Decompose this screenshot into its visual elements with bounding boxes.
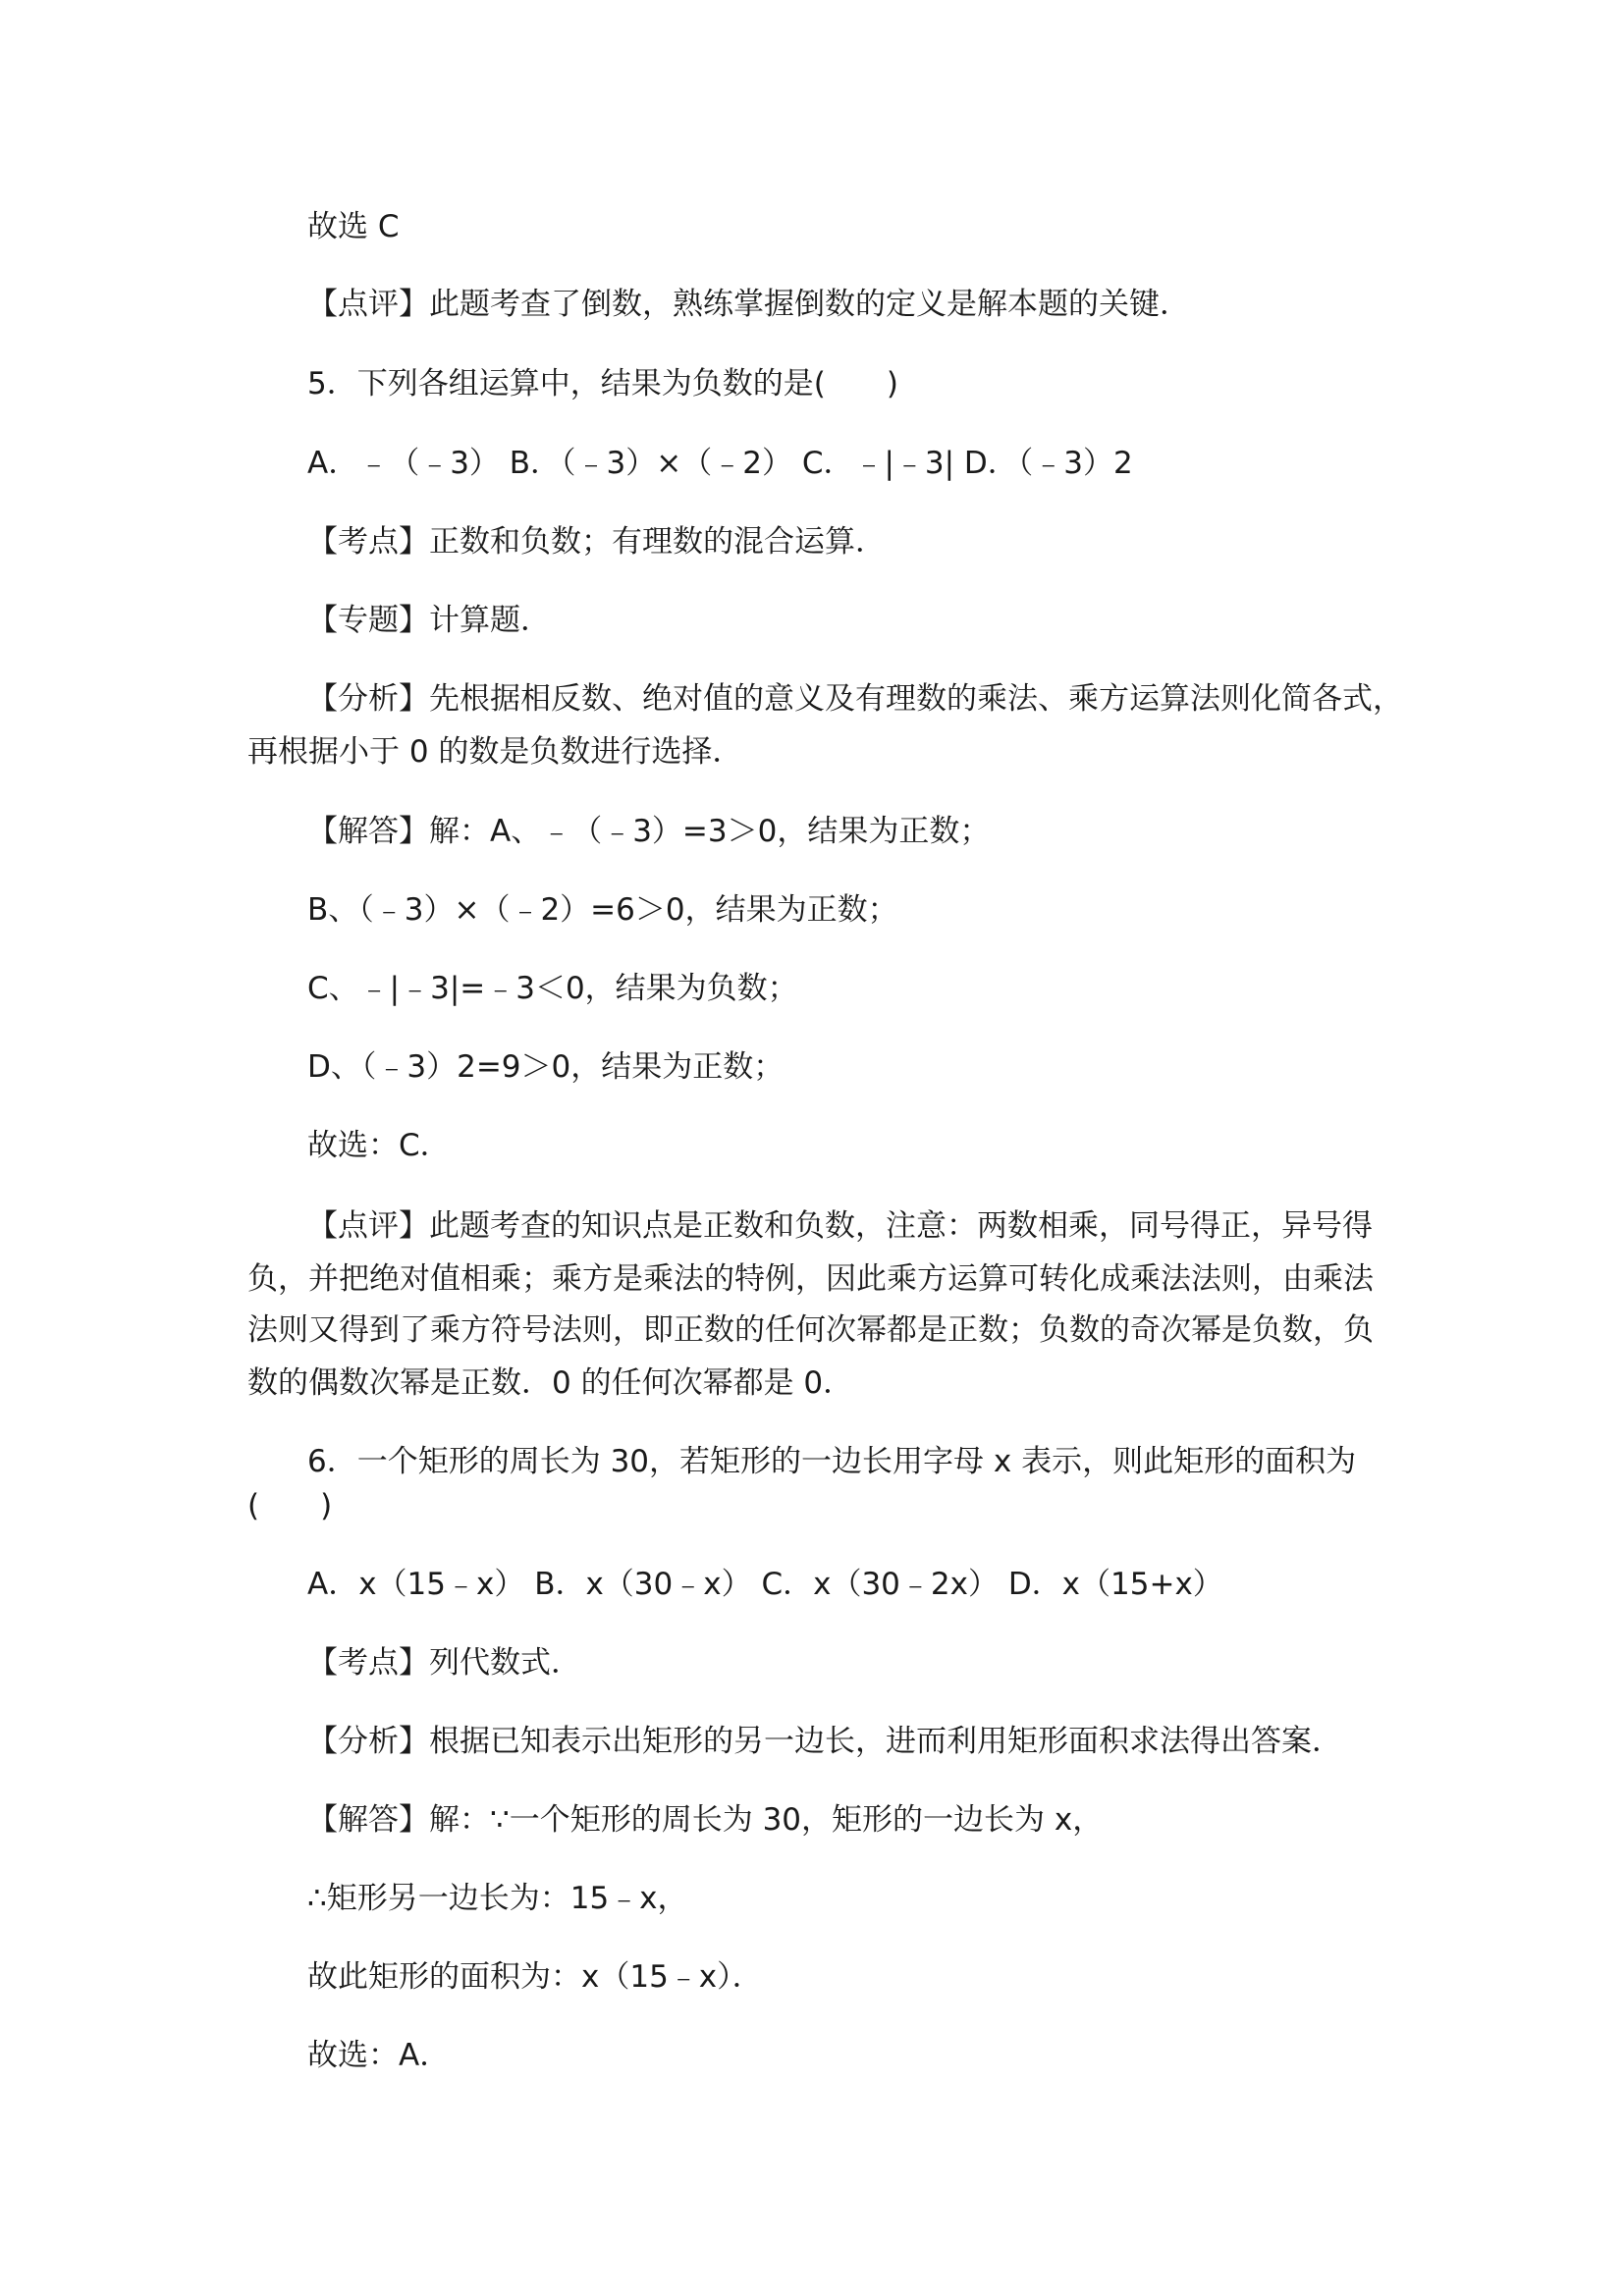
- q5-comment-cont-1: 负，并把绝对值相乘；乘方是乘法的特例，因此乘方运算可转化成乘法法则，由乘法: [247, 1261, 1374, 1297]
- q6-solution-3: 故此矩形的面积为：x（15﹣x）．: [307, 1959, 763, 1995]
- q5-solution: 【解答】解：A、﹣（﹣3）=3＞0，结果为正数；: [307, 814, 991, 849]
- q4-answer: 故选 C: [307, 209, 400, 244]
- q5-topic: 【专题】计算题．: [307, 603, 551, 638]
- q6-answer: 故选：A．: [307, 2038, 451, 2073]
- q6-options: A．x（15﹣x） B．x（30﹣x） C．x（30﹣2x） D．x（15+x）: [307, 1567, 1223, 1602]
- q5-comment-cont-2: 法则又得到了乘方符号法则，即正数的任何次幂都是正数；负数的奇次幂是负数，负: [247, 1312, 1374, 1348]
- q5-comment-cont-3: 数的偶数次幂是正数．0 的任何次幂都是 0．: [247, 1365, 854, 1401]
- q5-options: A．﹣（﹣3） B．（﹣3）×（﹣2） C．﹣|﹣3| D．（﹣3）2: [307, 446, 1133, 481]
- q5-answer: 故选：C．: [307, 1128, 451, 1163]
- q6-knowledge-point: 【考点】列代数式．: [307, 1645, 581, 1681]
- q5-knowledge-point: 【考点】正数和负数；有理数的混合运算．: [307, 524, 886, 560]
- q6-question: 6．一个矩形的周长为 30，若矩形的一边长用字母 x 表示，则此矩形的面积为: [307, 1444, 1357, 1479]
- q5-solution-d: D、（﹣3）2=9＞0，结果为正数；: [307, 1049, 785, 1085]
- q6-solution: 【解答】解：∵一个矩形的周长为 30，矩形的一边长为 x，: [307, 1802, 1104, 1838]
- q6-solution-2: ∴矩形另一边长为：15﹣x，: [307, 1881, 688, 1916]
- q6-analysis: 【分析】根据已知表示出矩形的另一边长，进而利用矩形面积求法得出答案．: [307, 1724, 1342, 1759]
- q5-solution-b: B、（﹣3）×（﹣2）=6＞0，结果为正数；: [307, 892, 898, 928]
- q5-analysis-cont: 再根据小于 0 的数是负数进行选择．: [247, 734, 743, 770]
- q5-solution-c: C、﹣|﹣3|=﹣3＜0，结果为负数；: [307, 971, 798, 1006]
- q4-comment: 【点评】此题考查了倒数，熟练掌握倒数的定义是解本题的关键．: [307, 287, 1190, 322]
- q5-comment: 【点评】此题考查的知识点是正数和负数，注意：两数相乘，同号得正，异号得: [307, 1208, 1373, 1244]
- q6-question-cont: ( ): [247, 1488, 333, 1523]
- q5-analysis: 【分析】先根据相反数、绝对值的意义及有理数的乘法、乘方运算法则化简各式，: [307, 681, 1403, 717]
- q5-question: 5．下列各组运算中，结果为负数的是( ): [307, 366, 898, 401]
